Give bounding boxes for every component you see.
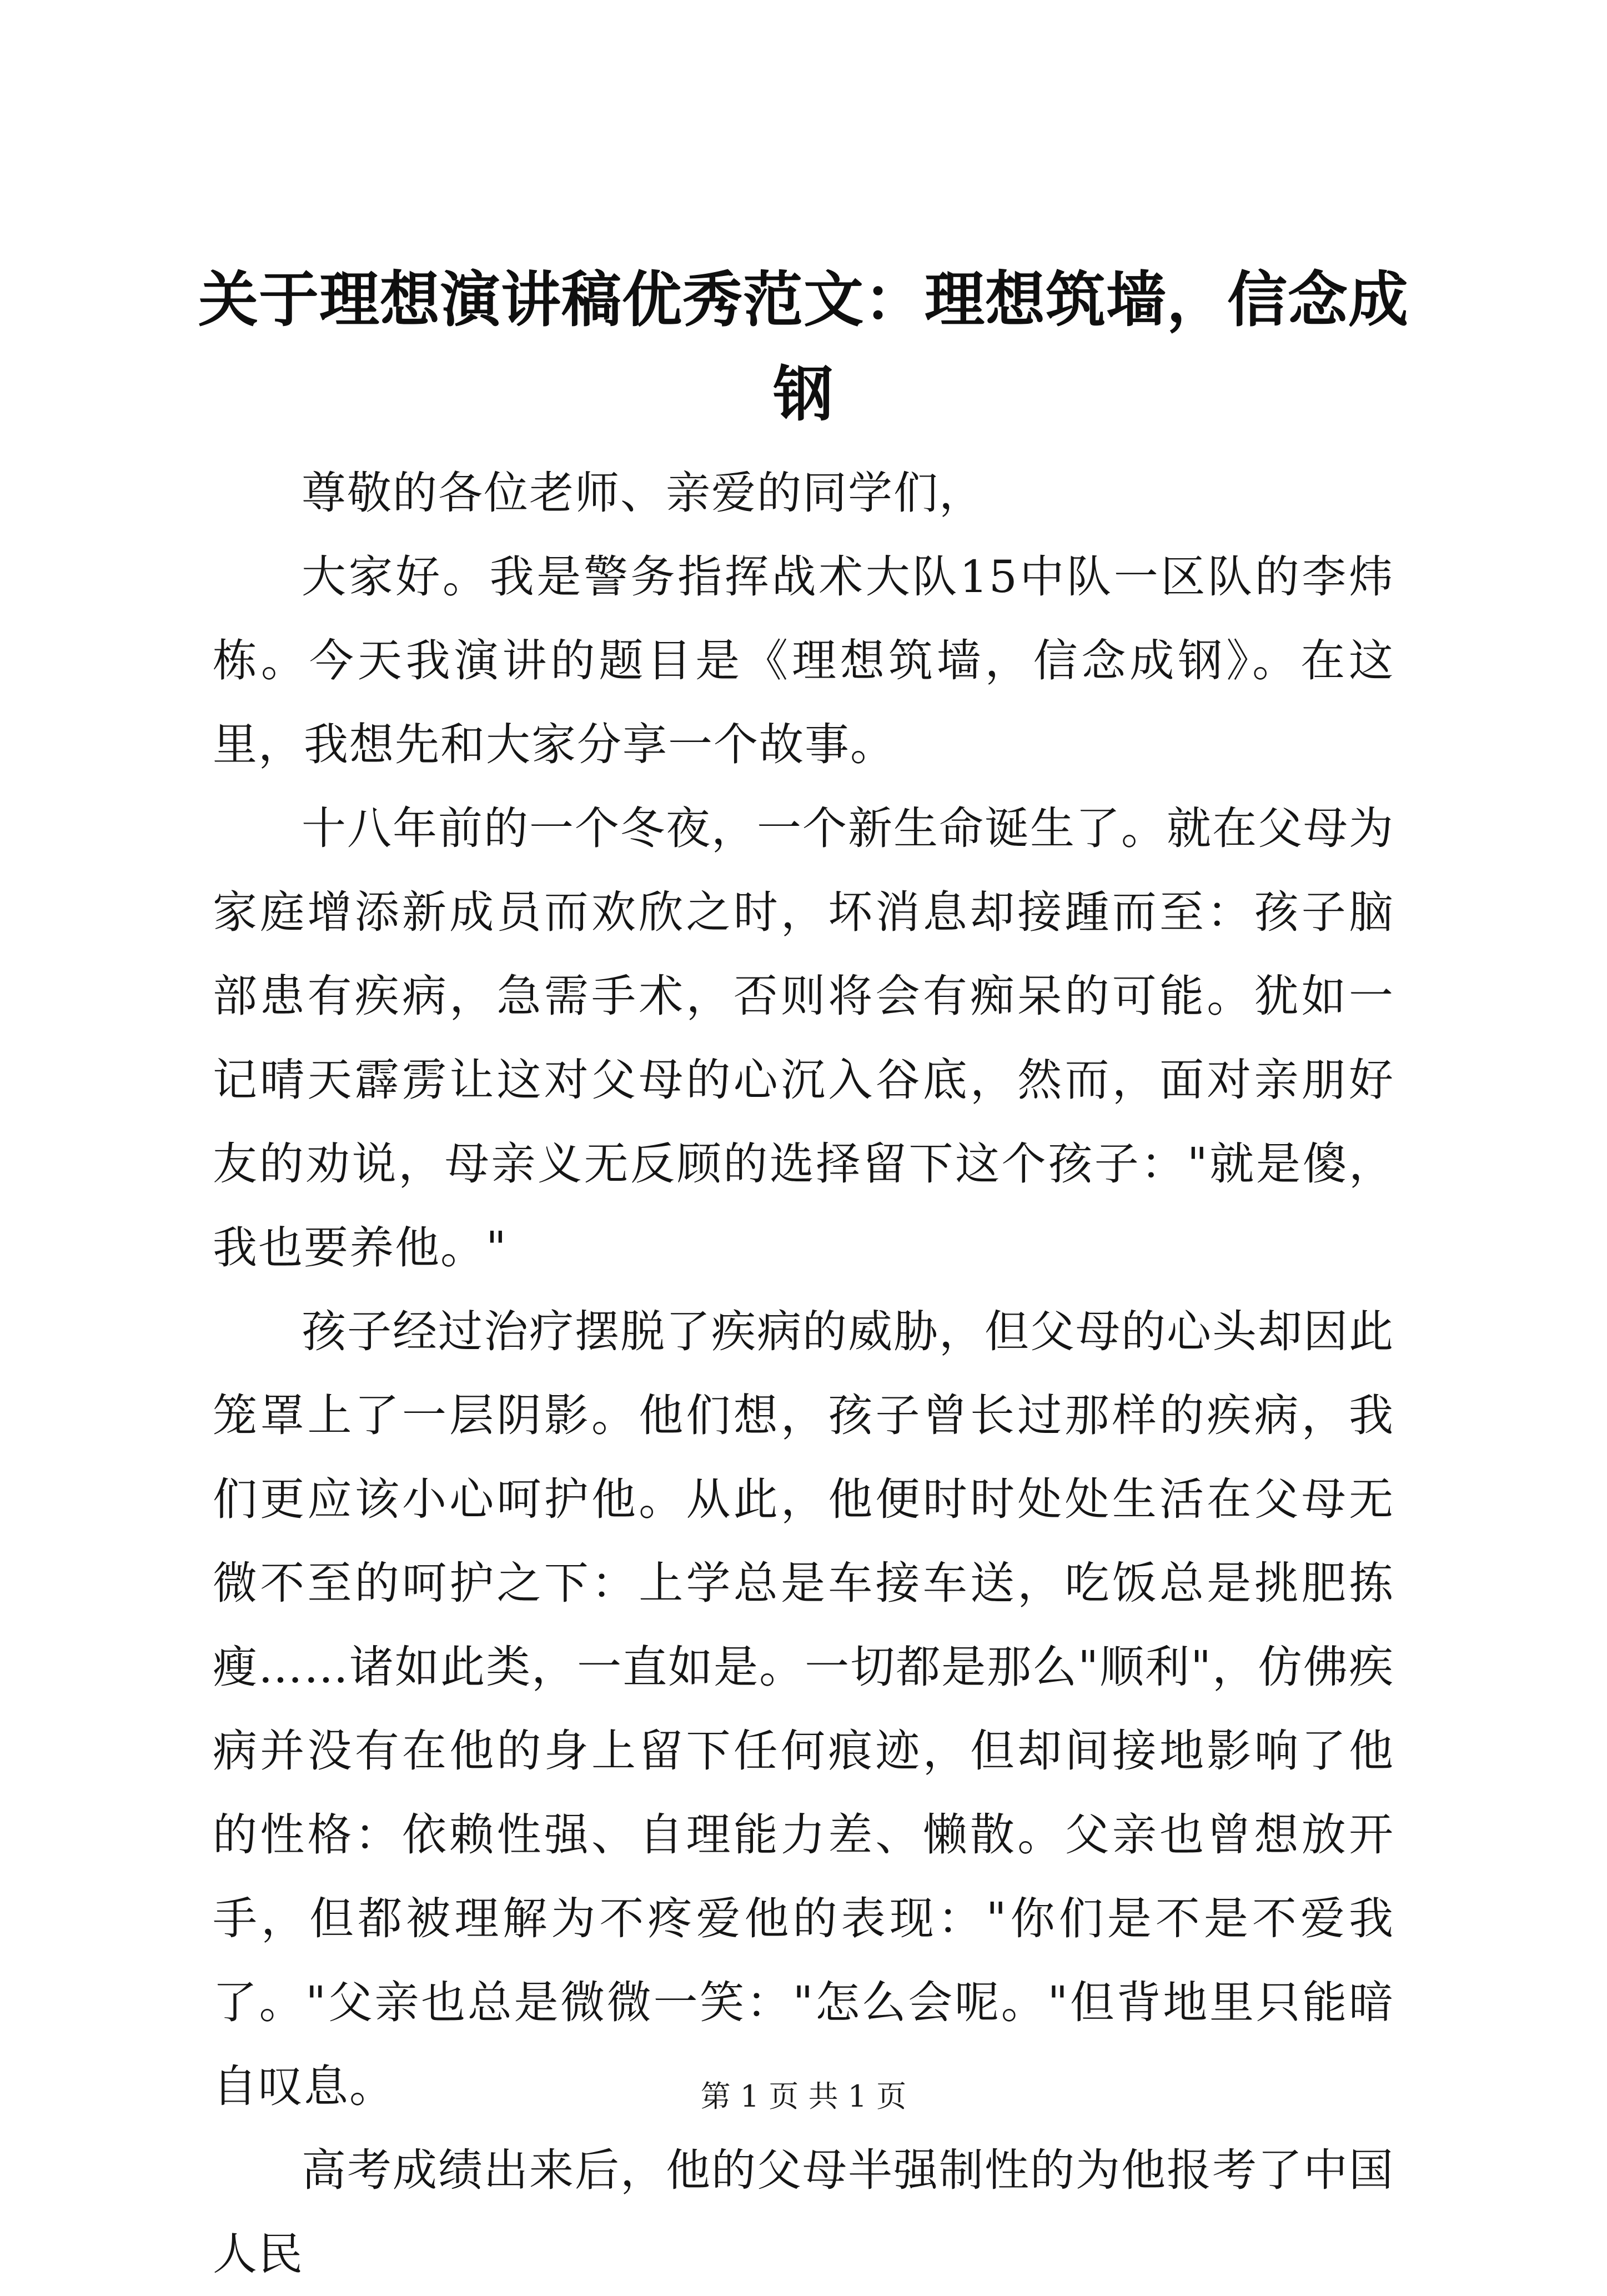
page-footer: 第 1 页 共 1 页 — [700, 2079, 907, 2114]
paragraph-greeting: 尊敬的各位老师、亲爱的同学们， — [302, 467, 985, 519]
paragraph-introduction: 大家好。我是警务指挥战术大队15中队一区队的李炜栋。今天我演讲的题目是《理想筑墙，信念成钢》。在这里，我想先和大家分享一个故事。 — [213, 551, 1394, 770]
document-title: 关于理想演讲稿优秀范文：理想筑墙，信念成钢 — [198, 265, 1409, 429]
paragraph-story-growth: 孩子经过治疗摆脱了疾病的威胁，但父母的心头却因此笼罩上了一层阴影。他们想，孩子曾长过那样的疾病，我们更应该小心呵护他。从此，他便时时处处生活在父母无微不至的呵护之下：上学总是车接车送，吃饭总是挑肥拣瘦……诸如此类，一直如是。一切都是那么"顺利"，仿佛疾病并没有在他的身上留下任何痕迹，但却间接地影响了他的性格：依赖性强、自理能力差、懒散。父亲也曾想放开手，但都被理解为不疼爱他的表现："你们是不是不爱我了。"父亲也总是微微一笑："怎么会呢。"但背地里只能暗自叹息。 — [213, 1306, 1394, 2112]
paragraph-story-birth: 十八年前的一个冬夜，一个新生命诞生了。就在父母为家庭增添新成员而欢欣之时，坏消息却接踵而至：孩子脑部患有疾病，急需手术，否则将会有痴呆的可能。犹如一记晴天霹雳让这对父母的心沉入谷底，然而，面对亲朋好友的劝说，母亲义无反顾的选择留下这个孩子："就是傻，我也要养他。" — [213, 803, 1394, 1274]
paragraph-story-exam: 高考成绩出来后，他的父母半强制性的为他报考了中国人民 — [213, 2144, 1394, 2280]
document-body — [213, 451, 1394, 2296]
